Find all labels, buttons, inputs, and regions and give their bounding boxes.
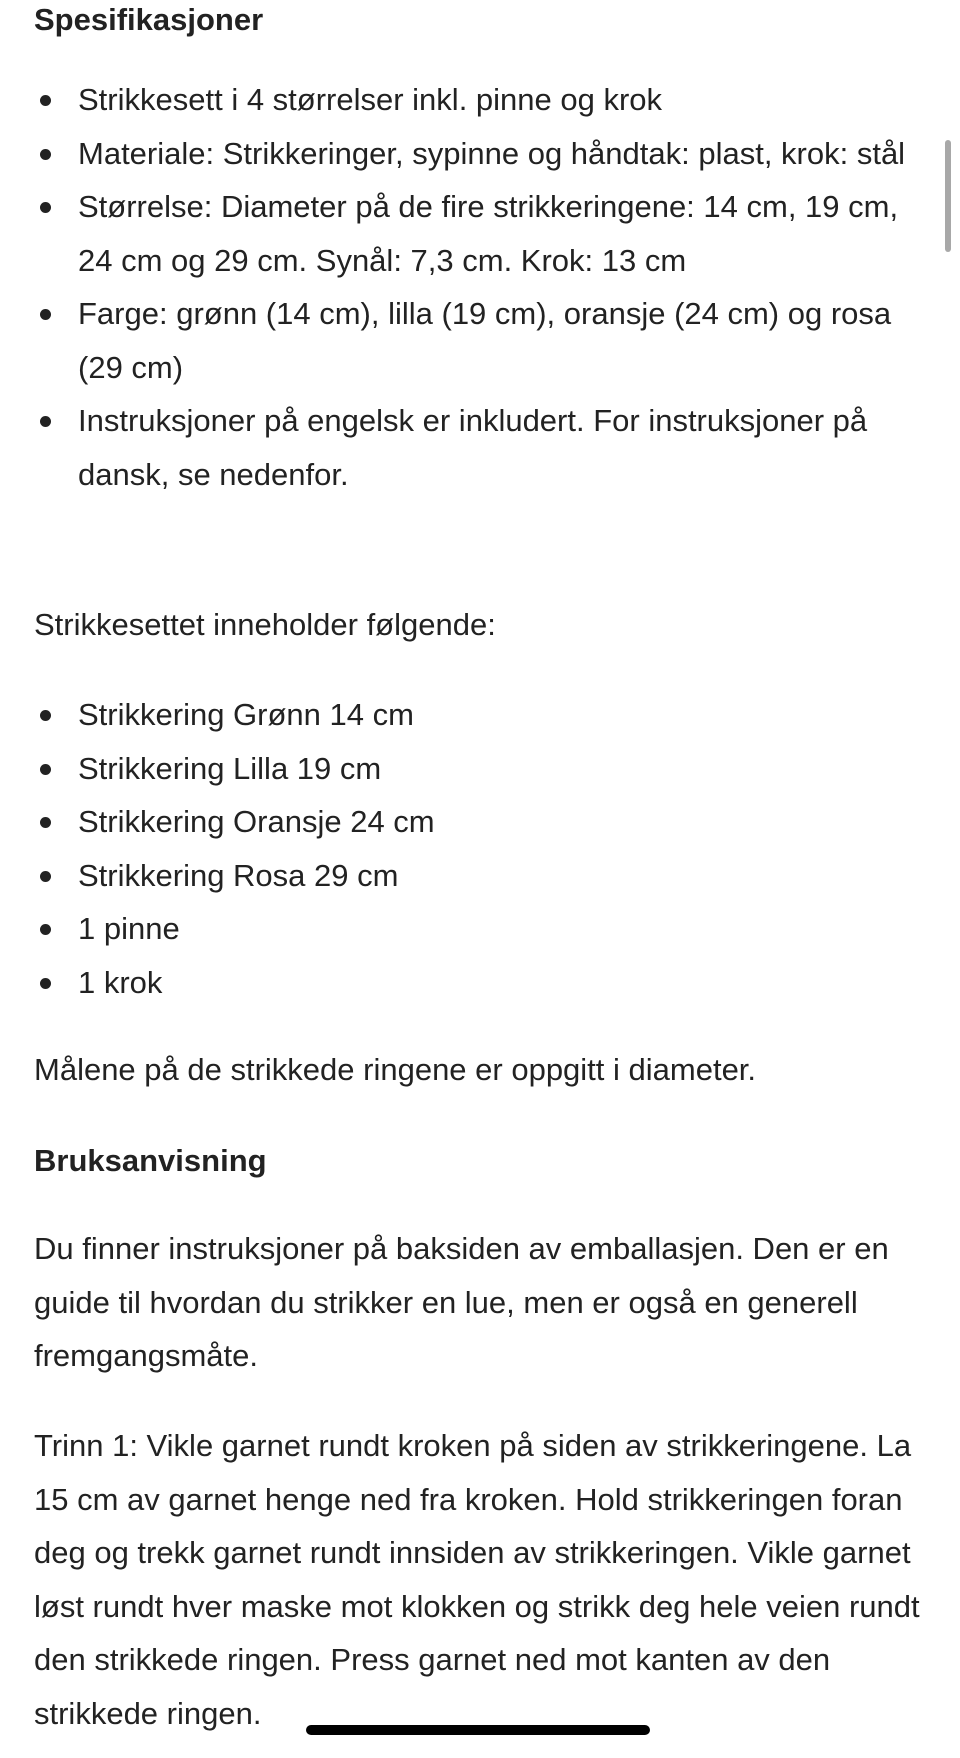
list-item-text: Farge: grønn (14 cm), lilla (19 cm), oransje (24 cm) og rosa (29 cm) [78,296,892,385]
list-item-text: 1 pinne [78,911,180,946]
list-item [34,902,914,956]
list-item [34,287,914,394]
bullet-icon [40,764,51,775]
bullet-icon [40,95,51,106]
home-indicator[interactable] [306,1725,650,1735]
bullet-icon [40,871,51,882]
list-item-text: Strikkering Rosa 29 cm [78,857,399,893]
list-item [34,956,914,1010]
list-item [34,849,914,903]
bullet-icon [40,149,51,160]
list-item-text: Instruksjoner på engelsk er inkludert. For instruksjoner på dansk, se nedenfor. [78,403,868,492]
list-item-text: Strikkering Grønn 14 cm [78,697,414,732]
bullet-icon [40,924,51,935]
bullet-icon [40,416,51,427]
bullet-icon [40,978,51,989]
list-item [34,73,914,127]
bullet-icon [40,309,51,320]
list-item-text: Strikkesett i 4 størrelser inkl. pinne og krok [78,82,663,117]
list-item [34,180,914,287]
usage-paragraph: Du finner instruksjoner på baksiden av emballasjen. Den er en guide til hvordan du strikker en lue, men er også en generell fremgangsmåte. [34,1231,889,1373]
specifications-heading: Spesifikasjoner [34,2,264,37]
step-1-paragraph: Trinn 1: Vikle garnet rundt kroken på siden av strikkeringene. La 15 cm av garnet henge ned fra kroken. Hold strikkeringen foran deg og trekk garnet rundt innsiden av strikkeringen. Vikle garnet løst rundt hver maske mot klokken og strikk deg hele veien rundt den strikkede ringen. Press garnet ned mot kanten av den strikkede ringen. [34,1428,920,1731]
list-item [34,127,914,181]
bullet-icon [40,710,51,721]
list-item-text: Strikkering Oransje 24 cm [78,804,435,839]
list-item-text: Materiale: Strikkeringer, sypinne og håndtak: plast, krok: stål [78,135,906,171]
list-item [34,742,914,796]
list-item [34,795,914,849]
usage-heading: Bruksanvisning [34,1143,267,1178]
bullet-icon [40,202,51,213]
list-item-text: 1 krok [78,964,163,1000]
contents-list [34,688,914,1009]
bullet-icon [40,817,51,828]
vertical-scrollbar[interactable] [945,140,951,252]
list-item-text: Størrelse: Diameter på de fire strikkeringene: 14 cm, 19 cm, 24 cm og 29 cm. Synål: 7,3 cm. Krok: 13 cm [78,189,899,278]
list-item [34,688,914,742]
list-item [34,394,914,501]
list-item-text: Strikkering Lilla 19 cm [78,750,382,786]
diameter-note: Målene på de strikkede ringene er oppgitt i diameter. [34,1052,757,1087]
contents-intro: Strikkesettet inneholder følgende: [34,607,496,642]
specifications-list [34,73,914,501]
